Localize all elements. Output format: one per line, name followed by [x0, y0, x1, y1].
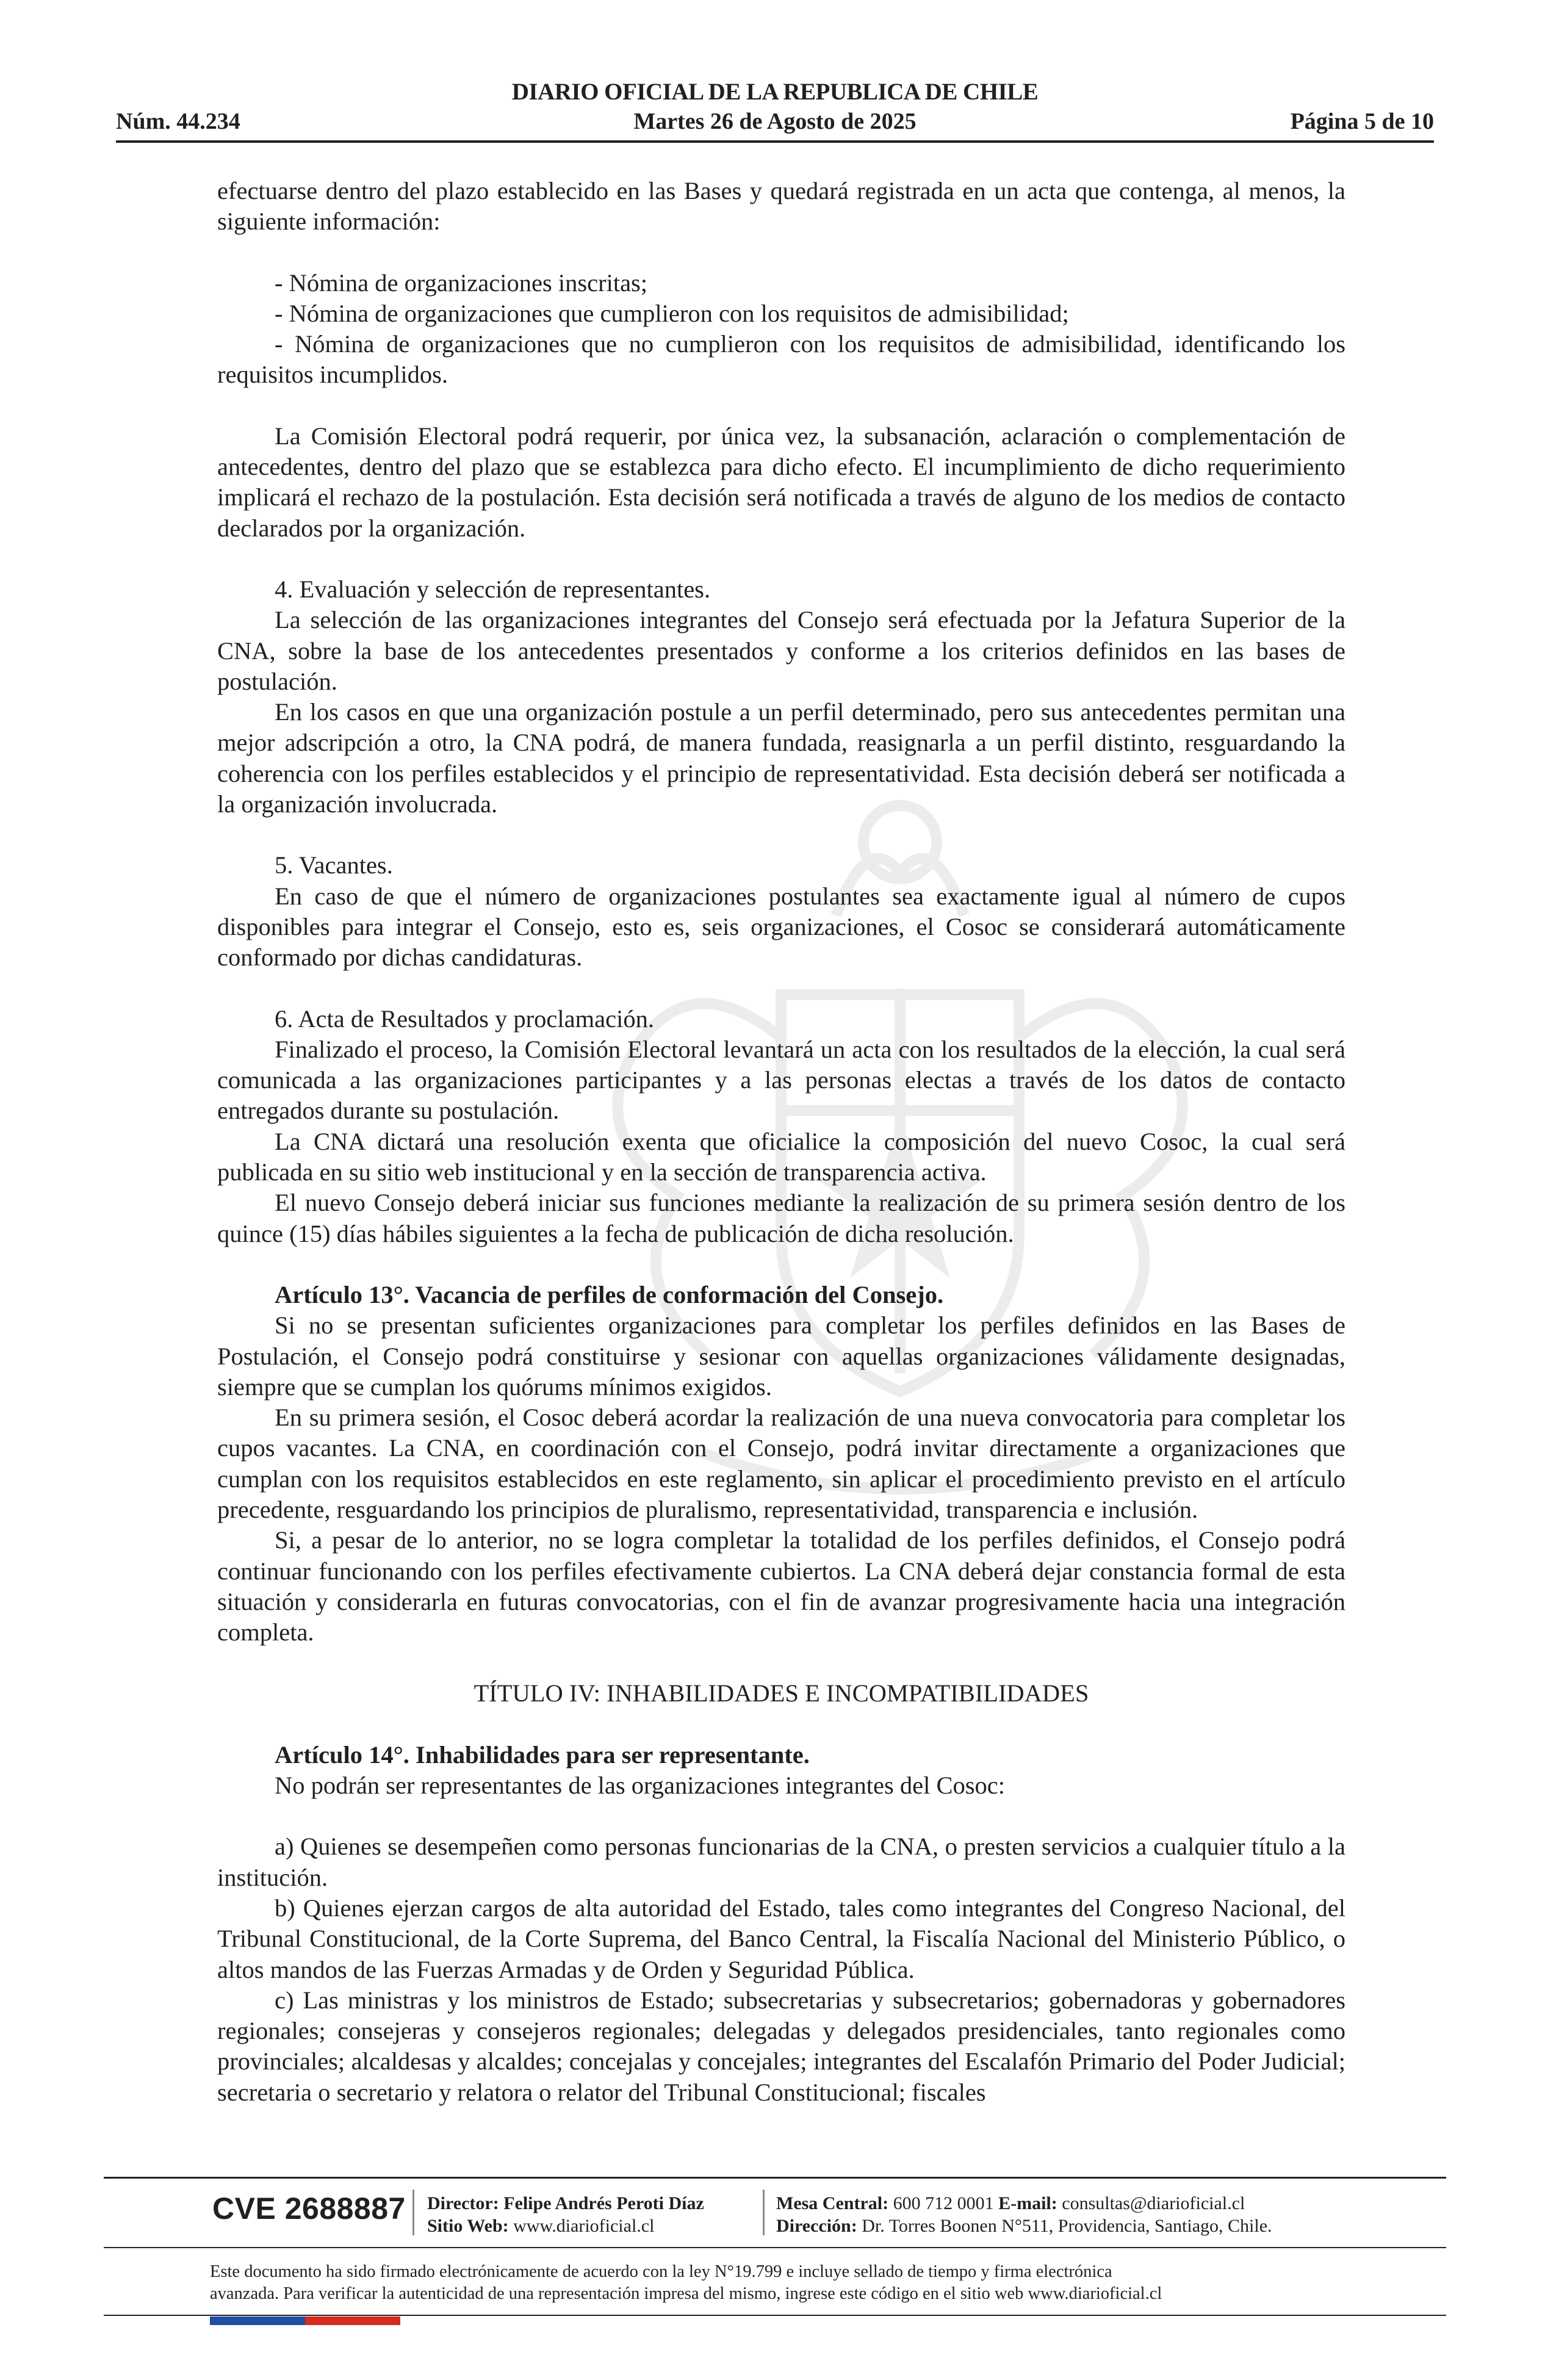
flag-red-segment — [305, 2317, 400, 2325]
article-13-title: Artículo 13°. Vacancia de perfiles de conformación del Consejo. — [275, 1280, 944, 1308]
footer-contact-block — [776, 2192, 1272, 2237]
spacer — [217, 391, 1345, 421]
paragraph: El nuevo Consejo deberá iniciar sus funciones mediante la realización de su primera sesión dentro de los quince (15) días hábiles siguientes a la fecha de publicación de dicha resolución. — [217, 1189, 1345, 1247]
paragraph: En caso de que el número de organizaciones postulantes sea exactamente igual al número de cupos disponibles para integrar el Consejo, esto es, seis organizaciones, el Cosoc se considerará automáticamente conformado por dichas candidaturas. — [217, 882, 1345, 972]
spacer — [217, 1648, 1345, 1678]
issue-number: Núm. 44.234 — [116, 109, 240, 134]
email-link[interactable]: consultas@diarioficial.cl — [1062, 2193, 1245, 2213]
article-heading — [217, 1740, 1345, 1770]
footer-divider-top — [104, 2177, 1446, 2179]
header-divider — [116, 140, 1434, 143]
title-heading: TÍTULO IV: INHABILIDADES E INCOMPATIBILIDADES — [474, 1679, 1089, 1707]
footer-divider-middle — [104, 2247, 1446, 2248]
section-heading: 5. Vacantes. — [275, 851, 393, 879]
list-item: b) Quienes ejerzan cargos de alta autoridad del Estado, tales como integrantes del Congreso Nacional, del Tribunal Constitucional, de la Corte Suprema, del Banco Central, la Fiscalía Nacional del Ministerio Público, o altos mandos de las Fuerzas Armadas y de Orden y Seguridad Pública. — [217, 1894, 1345, 1983]
director-label: Director: — [427, 2193, 499, 2213]
paragraph: efectuarse dentro del plazo establecido en las Bases y quedará registrada en un acta que contenga, al menos, la siguiente información: — [217, 177, 1345, 236]
spacer — [217, 237, 1345, 268]
legal-line: avanzada. Para verificar la autenticidad de una representación impresa del mismo, ingrese este código en el sitio web www.diarioficial.cl — [210, 2284, 1162, 2303]
legal-notice — [210, 2261, 1357, 2305]
spacer — [217, 820, 1345, 850]
phone-label: Mesa Central: — [776, 2193, 889, 2213]
spacer — [217, 544, 1345, 574]
spacer — [217, 1249, 1345, 1280]
paragraph: No podrán ser representantes de las organizaciones integrantes del Cosoc: — [275, 1772, 1005, 1800]
page-number: Página 5 de 10 — [1290, 109, 1434, 134]
website-label: Sitio Web: — [427, 2216, 509, 2236]
email-label: E-mail: — [998, 2193, 1057, 2213]
publication-title: DIARIO OFICIAL DE LA REPUBLICA DE CHILE — [511, 79, 1039, 105]
list-item: - Nómina de organizaciones que no cumplieron con los requisitos de admisibilidad, identificando los requisitos incumplidos. — [217, 330, 1345, 389]
flag-blue-segment — [210, 2317, 305, 2325]
spacer — [217, 973, 1345, 1004]
legal-line: Este documento ha sido firmado electrónicamente de acuerdo con la ley N°19.799 e incluye sellado de tiempo y firma electrónica — [210, 2262, 1112, 2281]
article-14-title: Artículo 14°. Inhabilidades para ser representante. — [275, 1740, 810, 1769]
list-item: a) Quienes se desempeñen como personas funcionarias de la CNA, o presten servicios a cualquier título a la institución. — [217, 1833, 1345, 1891]
address-label: Dirección: — [776, 2216, 857, 2236]
flag-stripe — [210, 2317, 400, 2325]
spacer — [217, 1801, 1345, 1831]
page-header — [116, 73, 1434, 145]
list-item: - Nómina de organizaciones inscritas; — [275, 269, 648, 297]
paragraph: La CNA dictará una resolución exenta que oficialice la composición del nuevo Cosoc, la cual será publicada en su sitio web institucional y en la sección de transparencia activa. — [217, 1127, 1345, 1186]
paragraph: En los casos en que una organización postule a un perfil determinado, pero sus antecedentes permitan una mejor adscripción a otro, la CNA podrá, de manera fundada, reasignarla a un perfil distinto, resguardando la coherencia con los perfiles establecidos y el principio de representatividad. Esta decisión deberá ser notificada a la organización involucrada. — [217, 698, 1345, 818]
list-item: - Nómina de organizaciones que cumplieron con los requisitos de admisibilidad; — [275, 299, 1069, 327]
spacer — [217, 1709, 1345, 1740]
section-heading: 4. Evaluación y selección de representantes. — [275, 575, 711, 603]
article-heading — [217, 1280, 1345, 1310]
paragraph: La Comisión Electoral podrá requerir, por única vez, la subsanación, aclaración o complementación de antecedentes, dentro del plazo que se establezca para dicho efecto. El incumplimiento de dicho requerimiento implicará el rechazo de la postulación. Esta decisión será notificada a través de alguno de los medios de contacto declarados por la organización. — [217, 422, 1345, 542]
paragraph: Si no se presentan suficientes organizaciones para completar los perfiles definidos en las Bases de Postulación, el Consejo podrá constituirse y sesionar con aquellas organizaciones válidamente designadas, siempre que se cumplan los quórums mínimos exigidos. — [217, 1311, 1345, 1401]
paragraph: Finalizado el proceso, la Comisión Electoral levantará un acta con los resultados de la elección, la cual será comunicada a las organizaciones participantes y a las personas electas a través de los datos de contacto entregados durante su postulación. — [217, 1035, 1345, 1125]
paragraph: Si, a pesar de lo anterior, no se logra completar la totalidad de los perfiles definidos, el Consejo podrá continuar funcionando con los perfiles efectivamente cubiertos. La CNA deberá dejar constancia formal de esta situación y considerarla en futuras convocatorias, con el fin de avanzar progresivamente hacia una integración completa. — [217, 1526, 1345, 1646]
issue-date: Martes 26 de Agosto de 2025 — [633, 109, 917, 134]
paragraph: En su primera sesión, el Cosoc deberá acordar la realización de una nueva convocatoria para completar los cupos vacantes. La CNA, en coordinación con el Consejo, podrá invitar directamente a organizaciones que cumplan con los requisitos establecidos en este reglamento, sin aplicar el procedimiento previsto en el artículo precedente, resguardando los principios de pluralismo, representatividad, transparencia e inclusión. — [217, 1404, 1345, 1523]
list-item: c) Las ministras y los ministros de Estado; subsecretarias y subsecretarios; gobernadoras y gobernadores regionales; consejeras y consejeros regionales; delegadas y delegados presidenciales, tanto regionales como provinciales; alcaldesas y alcaldes; concejalas y concejales; integrantes del Escalafón Primario del Poder Judicial; secretaria o secretario y relatora o relator del Tribunal Constitucional; fiscales — [217, 1986, 1345, 2106]
footer-separator — [412, 2190, 414, 2235]
director-name: Felipe Andrés Peroti Díaz — [503, 2193, 704, 2213]
address-value: Dr. Torres Boonen N°511, Providencia, Santiago, Chile. — [862, 2216, 1272, 2236]
website-link[interactable]: www.diarioficial.cl — [513, 2216, 655, 2236]
footer-separator — [763, 2190, 765, 2235]
footer-divider-bottom — [104, 2315, 1446, 2316]
cve-code: CVE 2688887 — [212, 2191, 406, 2226]
section-heading: 6. Acta de Resultados y proclamación. — [275, 1004, 654, 1033]
footer-director-block — [427, 2192, 704, 2237]
phone-value: 600 712 0001 — [893, 2193, 994, 2213]
document-body — [217, 176, 1345, 2108]
paragraph: La selección de las organizaciones integrantes del Consejo será efectuada por la Jefatura Superior de la CNA, sobre la base de los antecedentes presentados y conforme a los criterios definidos en las bases de postulación. — [217, 606, 1345, 695]
